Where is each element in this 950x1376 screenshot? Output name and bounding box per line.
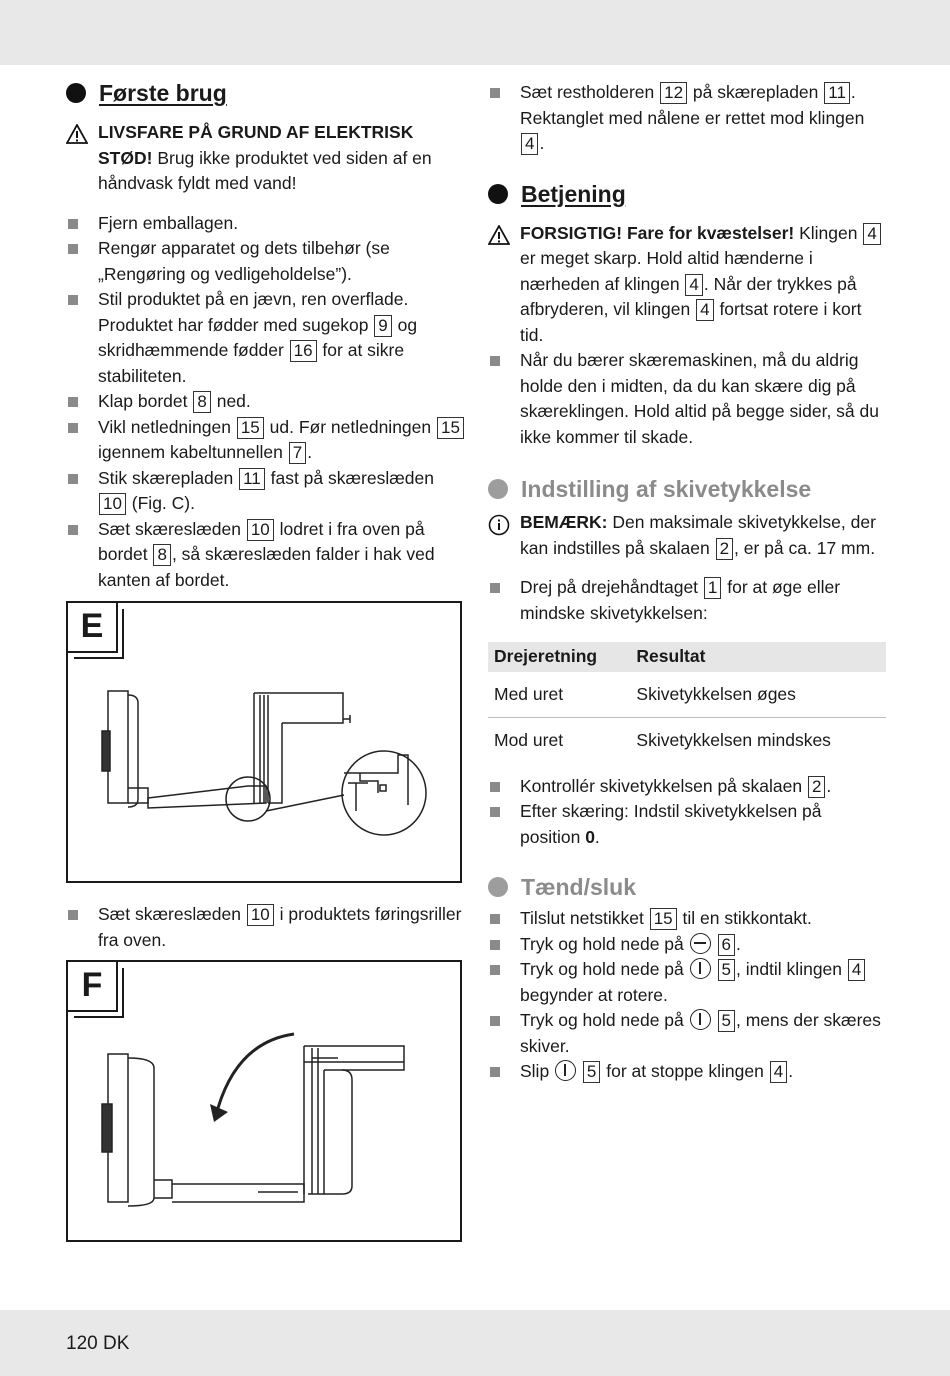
warning-electric: LIVSFARE PÅ GRUND AF ELEKTRISK STØD! Brug ikke produktet ved siden af en håndvask fyldt med vand!	[66, 120, 466, 197]
list-item: Rengør apparatet og dets tilbehør (se „Rengøring og vedligeholdelse”).	[66, 236, 466, 287]
bullet-dot-icon	[488, 877, 508, 897]
page-number: 120 DK	[66, 1333, 130, 1354]
list-item: Når du bærer skæremaskinen, må du aldrig holde den i midten, da du kan skære dig på skæreklingen. Hold altid på begge sider, så du ikke kommer til skade.	[488, 348, 886, 450]
figure-label: E	[66, 601, 118, 653]
slicer-illustration-f	[68, 962, 460, 1240]
slicer-illustration-e	[68, 603, 460, 881]
section-heading-on-off: Tænd/sluk	[488, 872, 886, 902]
section-heading-first-use: Første brug	[66, 78, 466, 108]
header-band	[0, 0, 950, 65]
table-header: Drejeretning	[488, 642, 630, 672]
first-use-list	[66, 211, 466, 594]
list-item: Tryk og hold nede på 5 , indtil klingen 4 begynder at rotere.	[488, 957, 886, 1008]
bullet-dot-icon	[488, 479, 508, 499]
list-item: Stik skærepladen 11 fast på skæreslæden 10 (Fig. C).	[66, 466, 466, 517]
thickness-list	[488, 575, 886, 626]
list-item: Klap bordet 8 ned.	[66, 389, 466, 415]
section-heading-thickness: Indstilling af skivetykkelse	[488, 474, 886, 504]
list-item: Efter skæring: Indstil skivetykkelsen på position 0.	[488, 799, 886, 850]
list-item: Drej på drejehåndtaget 1 for at øge eller mindske skivetykkelsen:	[488, 575, 886, 626]
list-item: Tryk og hold nede på 6 .	[488, 932, 886, 958]
check-list	[488, 774, 886, 851]
section-heading-operation: Betjening	[488, 179, 886, 209]
list-item: Kontrollér skivetykkelsen på skalaen 2 .	[488, 774, 886, 800]
table-row: Mod uret Skivetykkelsen mindskes	[494, 730, 831, 750]
list-item: Tilslut netstikket 15 til en stikkontakt.	[488, 906, 886, 932]
direction-table	[488, 642, 886, 764]
right-column	[488, 78, 886, 1085]
guide-list	[66, 902, 466, 953]
table-row: Med uret Skivetykkelsen øges	[488, 672, 886, 718]
bullet-dot-icon	[488, 184, 508, 204]
power-icon	[690, 958, 711, 979]
power-icon	[690, 1009, 711, 1030]
list-item: Fjern emballagen.	[66, 211, 466, 237]
residue-holder-list	[488, 80, 886, 157]
warning-title: LIVSFARE PÅ GRUND AF ELEKTRISK STØD!	[98, 122, 414, 168]
left-column	[66, 78, 466, 593]
key-lock-icon	[690, 933, 711, 954]
warning-injury: FORSIGTIG! Fare for kvæstelser! Klingen 4 er meget skarp. Hold altid hænderne i nærheden af klingen 4 . Når der trykkes på afbryderen, vil klingen 4 fortsat rotere i kort tid.	[488, 221, 886, 349]
table-header: Resultat	[630, 642, 886, 672]
info-icon	[488, 510, 510, 561]
note-thickness: BEMÆRK: Den maksimale skivetykkelse, der kan indstilles på skalaen 2 , er på ca. 17 mm.	[488, 510, 886, 561]
list-item: Sæt skæreslæden 10 i produktets føringsriller fra oven.	[66, 902, 466, 953]
figure-f	[66, 960, 462, 1242]
warning-triangle-icon	[66, 120, 88, 197]
list-item: Tryk og hold nede på 5 , mens der skæres skiver.	[488, 1008, 886, 1059]
list-item: Slip 5 for at stoppe klingen 4 .	[488, 1059, 886, 1085]
carry-list	[488, 348, 886, 450]
list-item: Stil produktet på en jævn, ren overflade. Produktet har fødder med sugekop 9 og skridhæmmende fødder 16 for at sikre stabiliteten.	[66, 287, 466, 389]
footer-band	[0, 1310, 950, 1376]
power-icon	[555, 1060, 576, 1081]
list-item: Sæt skæreslæden 10 lodret i fra oven på bordet 8 , så skæreslæden falder i hak ved kanten af bordet.	[66, 517, 466, 594]
on-off-list	[488, 906, 886, 1085]
list-item: Vikl netledningen 15 ud. Før netledningen 15 igennem kabeltunnellen 7 .	[66, 415, 466, 466]
figure-label: F	[66, 960, 118, 1012]
figure-e	[66, 601, 462, 883]
warning-title: FORSIGTIG! Fare for kvæstelser!	[520, 222, 795, 243]
warning-triangle-icon	[488, 221, 510, 349]
list-item: Sæt restholderen 12 på skærepladen 11 . Rektanglet med nålene er rettet mod klingen 4 .	[488, 80, 886, 157]
bullet-dot-icon	[66, 83, 86, 103]
left-column-lower	[66, 902, 466, 953]
